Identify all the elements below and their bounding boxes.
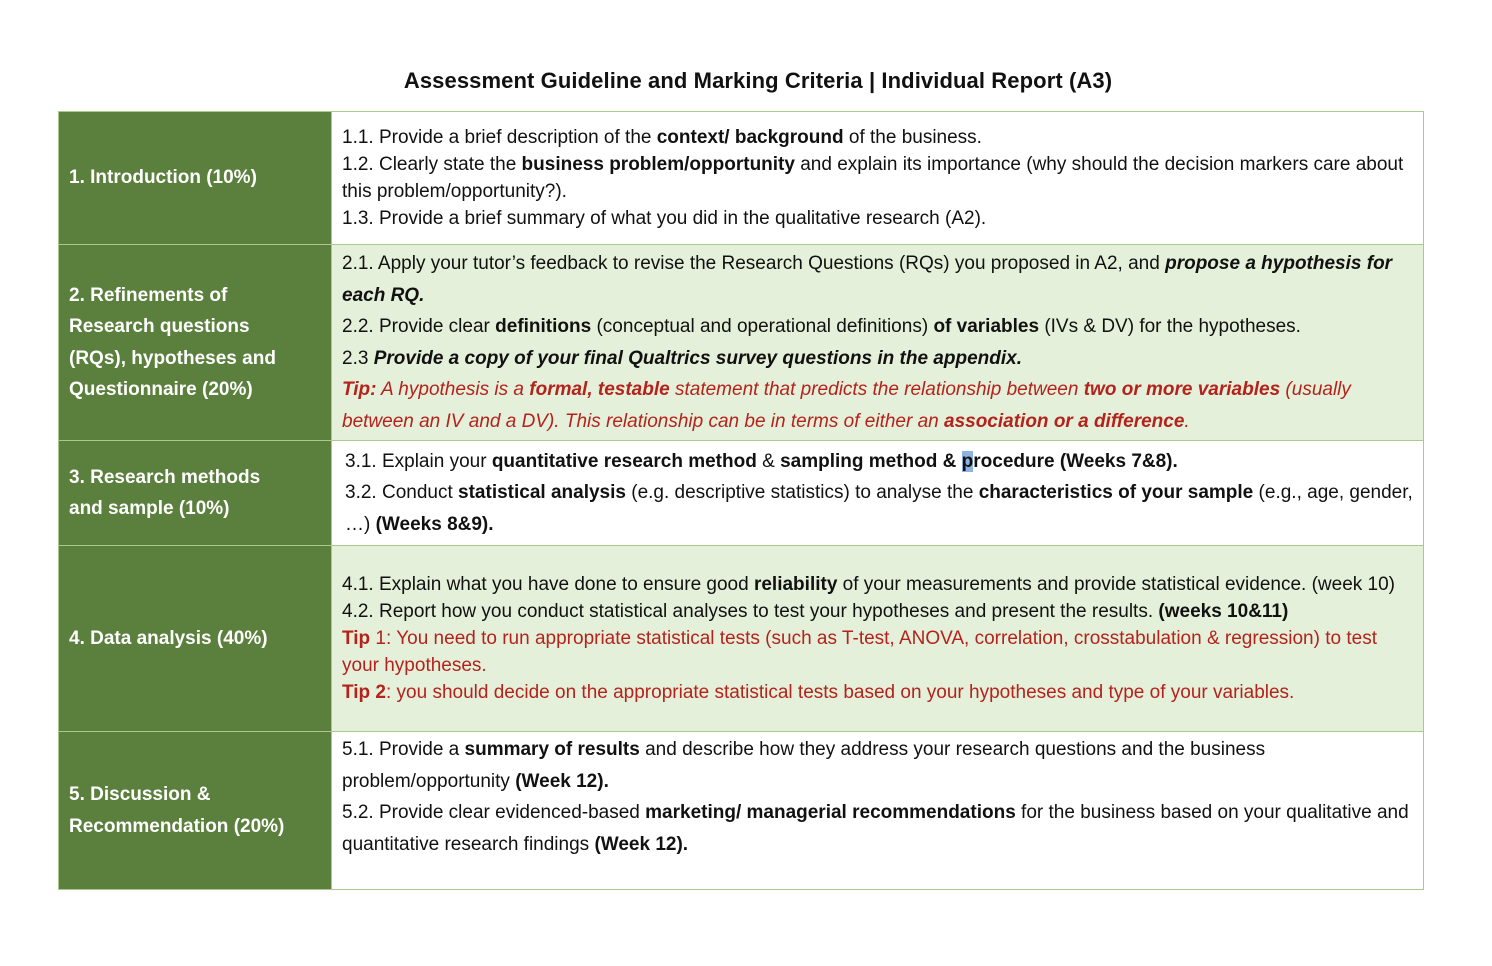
row-content-refinements: [332, 245, 1424, 441]
row-label-discussion: 5. Discussion & Recommendation (20%): [59, 732, 332, 890]
row-label-text: 1. Introduction (10%): [69, 167, 257, 189]
page-title: Assessment Guideline and Marking Criteria | Individual Report (A3): [403, 68, 1113, 93]
tip-hypothesis: Tip: A hypothesis is a formal, testable statement that predicts the relationship between two or more variables (usually between an IV and a DV). This relationship can be in terms of either an association or a difference.: [342, 379, 1351, 432]
item-2-3: 2.3 Provide a copy of your final Qualtrics survey questions in the appendix.: [342, 347, 1022, 369]
row-content-discussion: [332, 732, 1424, 890]
item-1-3: 1.3. Provide a brief summary of what you did in the qualitative research (A2).: [342, 208, 987, 229]
item-3-2: 3.2. Conduct statistical analysis (e.g. descriptive statistics) to analyse the characteristics of your sample (e.g., age, gender, …) (Weeks 8&9).: [345, 482, 1413, 535]
row-label-introduction: [59, 112, 332, 245]
item-1-2: 1.2. Clearly state the business problem/opportunity and explain its importance (why should the decision markers care about this problem/opportunity?).: [342, 154, 1404, 202]
item-2-2: 2.2. Provide clear definitions (conceptual and operational definitions) of variables (IVs & DV) for the hypotheses.: [342, 316, 1301, 337]
tip-1: Tip 1: You need to run appropriate statistical tests (such as T-test, ANOVA, correlation, crosstabulation & regression) to test your hypotheses.: [342, 628, 1377, 676]
tip-2: Tip 2: you should decide on the appropriate statistical tests based on your hypotheses and type of your variables.: [342, 682, 1295, 703]
item-2-1: 2.1. Apply your tutor’s feedback to revise the Research Questions (RQs) you proposed in A2, and propose a hypothesis for each RQ.: [342, 253, 1393, 306]
item-5-1: 5.1. Provide a summary of results and describe how they address your research questions and the business problem/opportunity (Week 12).: [342, 739, 1266, 792]
criteria-row-data-analysis: [59, 546, 1424, 732]
row-label-refinements: 2. Refinements of Research questions (RQs), hypotheses and Questionnaire (20%): [59, 245, 332, 441]
row-content-introduction: [332, 112, 1424, 245]
row-content-data-analysis: [332, 546, 1424, 732]
criteria-row-discussion: [59, 732, 1424, 890]
row-label-methods: 3. Research methods and sample (10%): [59, 441, 332, 546]
item-1-1: 1.1. Provide a brief description of the context/ background of the business.: [342, 127, 982, 148]
item-4-1: 4.1. Explain what you have done to ensure good reliability of your measurements and provide statistical evidence. (week 10): [342, 574, 1395, 595]
item-3-1: 3.1. Explain your quantitative research method & sampling method & procedure (Weeks 7&8).: [345, 450, 1178, 472]
criteria-row-refinements: [59, 245, 1424, 441]
item-4-2: 4.2. Report how you conduct statistical analyses to test your hypotheses and present the results. (weeks 10&11): [342, 601, 1289, 622]
criteria-row-introduction: [59, 112, 1424, 245]
criteria-row-methods: [59, 441, 1424, 546]
text-cursor-highlight: p: [961, 450, 974, 472]
marking-criteria-table: [58, 111, 1424, 890]
row-label-data-analysis: 4. Data analysis (40%): [59, 546, 332, 732]
row-content-methods: [332, 441, 1424, 546]
item-5-2: 5.2. Provide clear evidenced-based marketing/ managerial recommendations for the business based on your qualitative and quantitative research findings (Week 12).: [342, 802, 1409, 855]
